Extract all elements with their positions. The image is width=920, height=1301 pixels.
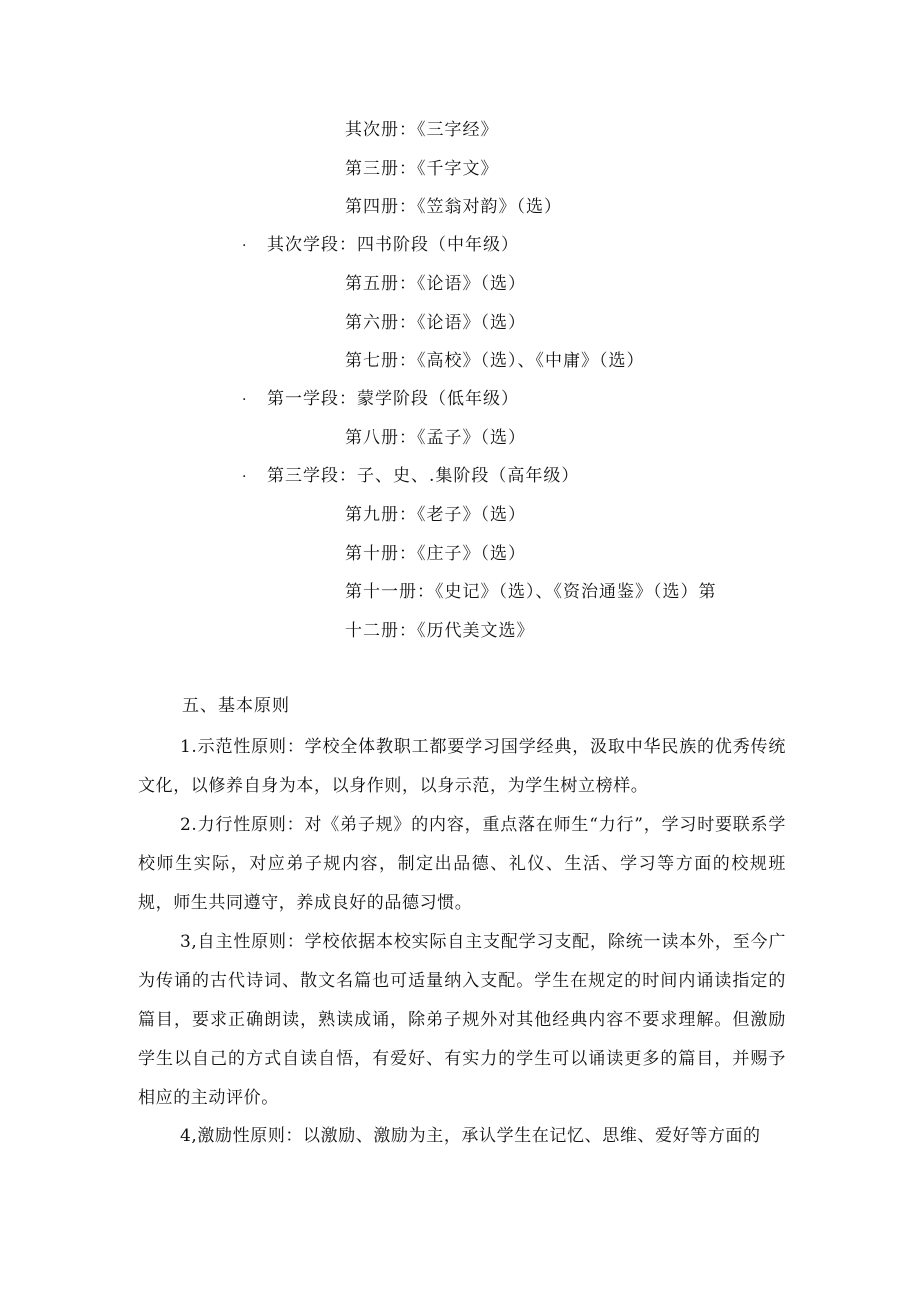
principle-paragraph bbox=[138, 1117, 786, 1156]
volume-line: 第六册：《论语》（选） bbox=[345, 313, 526, 333]
bullet-icon: · bbox=[242, 392, 247, 408]
volume-line: 第七册：《高校》（选）、《中庸》（选） bbox=[345, 351, 645, 371]
volume-line: 第五册：《论语》（选） bbox=[345, 274, 526, 294]
volume-line: 其次册：《三字经》 bbox=[345, 120, 499, 140]
stage-heading: 第三学段：子、史、.集阶段（高年级） bbox=[267, 466, 580, 486]
volume-line: 第十册：《庄子》（选） bbox=[345, 544, 526, 564]
principle-number: 4, bbox=[180, 1126, 198, 1146]
volume-line: 第九册：《老子》（选） bbox=[345, 505, 526, 525]
principle-text: 激励性原则：以激励、激励为主，承认学生在记忆、思维、爱好等方面的 bbox=[197, 1126, 761, 1146]
principle-paragraph bbox=[138, 923, 786, 1118]
principle-text: .力行性原则：对《弟子规》的内容，重点落在师生“力行”，学习时要联系学校师生实际，对应弟子规内容，制定出品德、礼仪、生活、学习等方面的校规班规，师生共同遵守，养成良好的品德习惯。 bbox=[138, 815, 786, 913]
bullet-icon: · bbox=[242, 238, 247, 254]
stage-heading: 其次学段：四书阶段（中年级） bbox=[267, 235, 519, 255]
bullet-icon: · bbox=[242, 469, 247, 485]
principle-text: .示范性原则：学校全体教职工都要学习国学经典，汲取中华民族的优秀传统文化，以修养自身为本，以身作则，以身示范，为学生树立榜样。 bbox=[138, 737, 786, 796]
principle-paragraph bbox=[138, 728, 786, 806]
volume-line: 第四册：《笠翁对韵》（选） bbox=[345, 197, 562, 217]
stage-heading: 第一学段：蒙学阶段（低年级） bbox=[267, 389, 519, 409]
volume-line: 十二册：《历代美文选》 bbox=[345, 621, 535, 641]
principle-number: 1 bbox=[180, 737, 192, 757]
principle-number: 2 bbox=[180, 815, 192, 835]
principle-number: 3, bbox=[180, 932, 198, 952]
volume-line: 第八册：《孟子》（选） bbox=[345, 428, 526, 448]
principle-paragraph bbox=[138, 806, 786, 923]
section-title: 五、基本原则 bbox=[182, 696, 290, 716]
principle-text: 自主性原则：学校依据本校实际自主支配学习支配，除统一读本外，至今广为传诵的古代诗词、散文名篇也可适量纳入支配。学生在规定的时间内诵读指定的篇目，要求正确朗读，熟读成诵，除弟子规外对其他经典内容不要求理解。但激励学生以自己的方式自读自悟，有爱好、有实力的学生可以诵读更多的篇目，并赐予相应的主动评价。 bbox=[138, 932, 786, 1108]
volume-line: 第十一册：《史记》（选）、《资治通鉴》（选）第 bbox=[345, 582, 717, 602]
volume-line: 第三册：《千字文》 bbox=[345, 159, 499, 179]
